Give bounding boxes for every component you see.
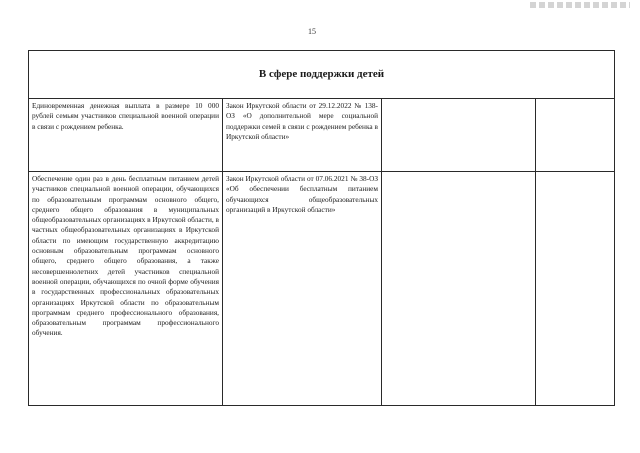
support-measures-table bbox=[28, 50, 615, 406]
empty-cell bbox=[536, 99, 615, 172]
section-header-row bbox=[29, 51, 615, 99]
legal-act-cell: Закон Иркутской области от 29.12.2022 № 138-ОЗ «О дополнительной мере социальной поддержки семей в связи с рождением ребенка в Иркутской области» bbox=[223, 99, 382, 172]
table-row bbox=[29, 99, 615, 172]
empty-cell bbox=[382, 172, 536, 406]
empty-cell bbox=[536, 172, 615, 406]
scan-artifact bbox=[530, 2, 630, 8]
table-row bbox=[29, 172, 615, 406]
section-title: В сфере поддержки детей bbox=[29, 51, 615, 99]
empty-cell bbox=[382, 99, 536, 172]
measure-cell: Единовременная денежная выплата в размере 10 000 рублей семьям участников специальной военной операции в связи с рождением ребенка. bbox=[29, 99, 223, 172]
measure-cell: Обеспечение один раз в день бесплатным питанием детей участников специальной военной операции, обучающихся по образовательным программам основного общего, среднего общего образования в муниципальных общеобразовательных организациях в Иркутской области, в частных общеобразовательных организациях в Иркутской области по имеющим государственную аккредитацию основным образовательным программам основного общего, среднего общего образования, а также несовершеннолетних детей участников специальной военной операции, обучающихся по очной форме обучения в государственных профессиональных образовательных организациях Иркутской области по образовательным программам среднего профессионального образования, образовательным программам профессионального обучения. bbox=[29, 172, 223, 406]
legal-act-cell: Закон Иркутской области от 07.06.2021 № 38-ОЗ «Об обеспечении бесплатным питанием обучающихся общеобразовательных организаций в Иркутской области» bbox=[223, 172, 382, 406]
page-number: 15 bbox=[308, 27, 316, 36]
